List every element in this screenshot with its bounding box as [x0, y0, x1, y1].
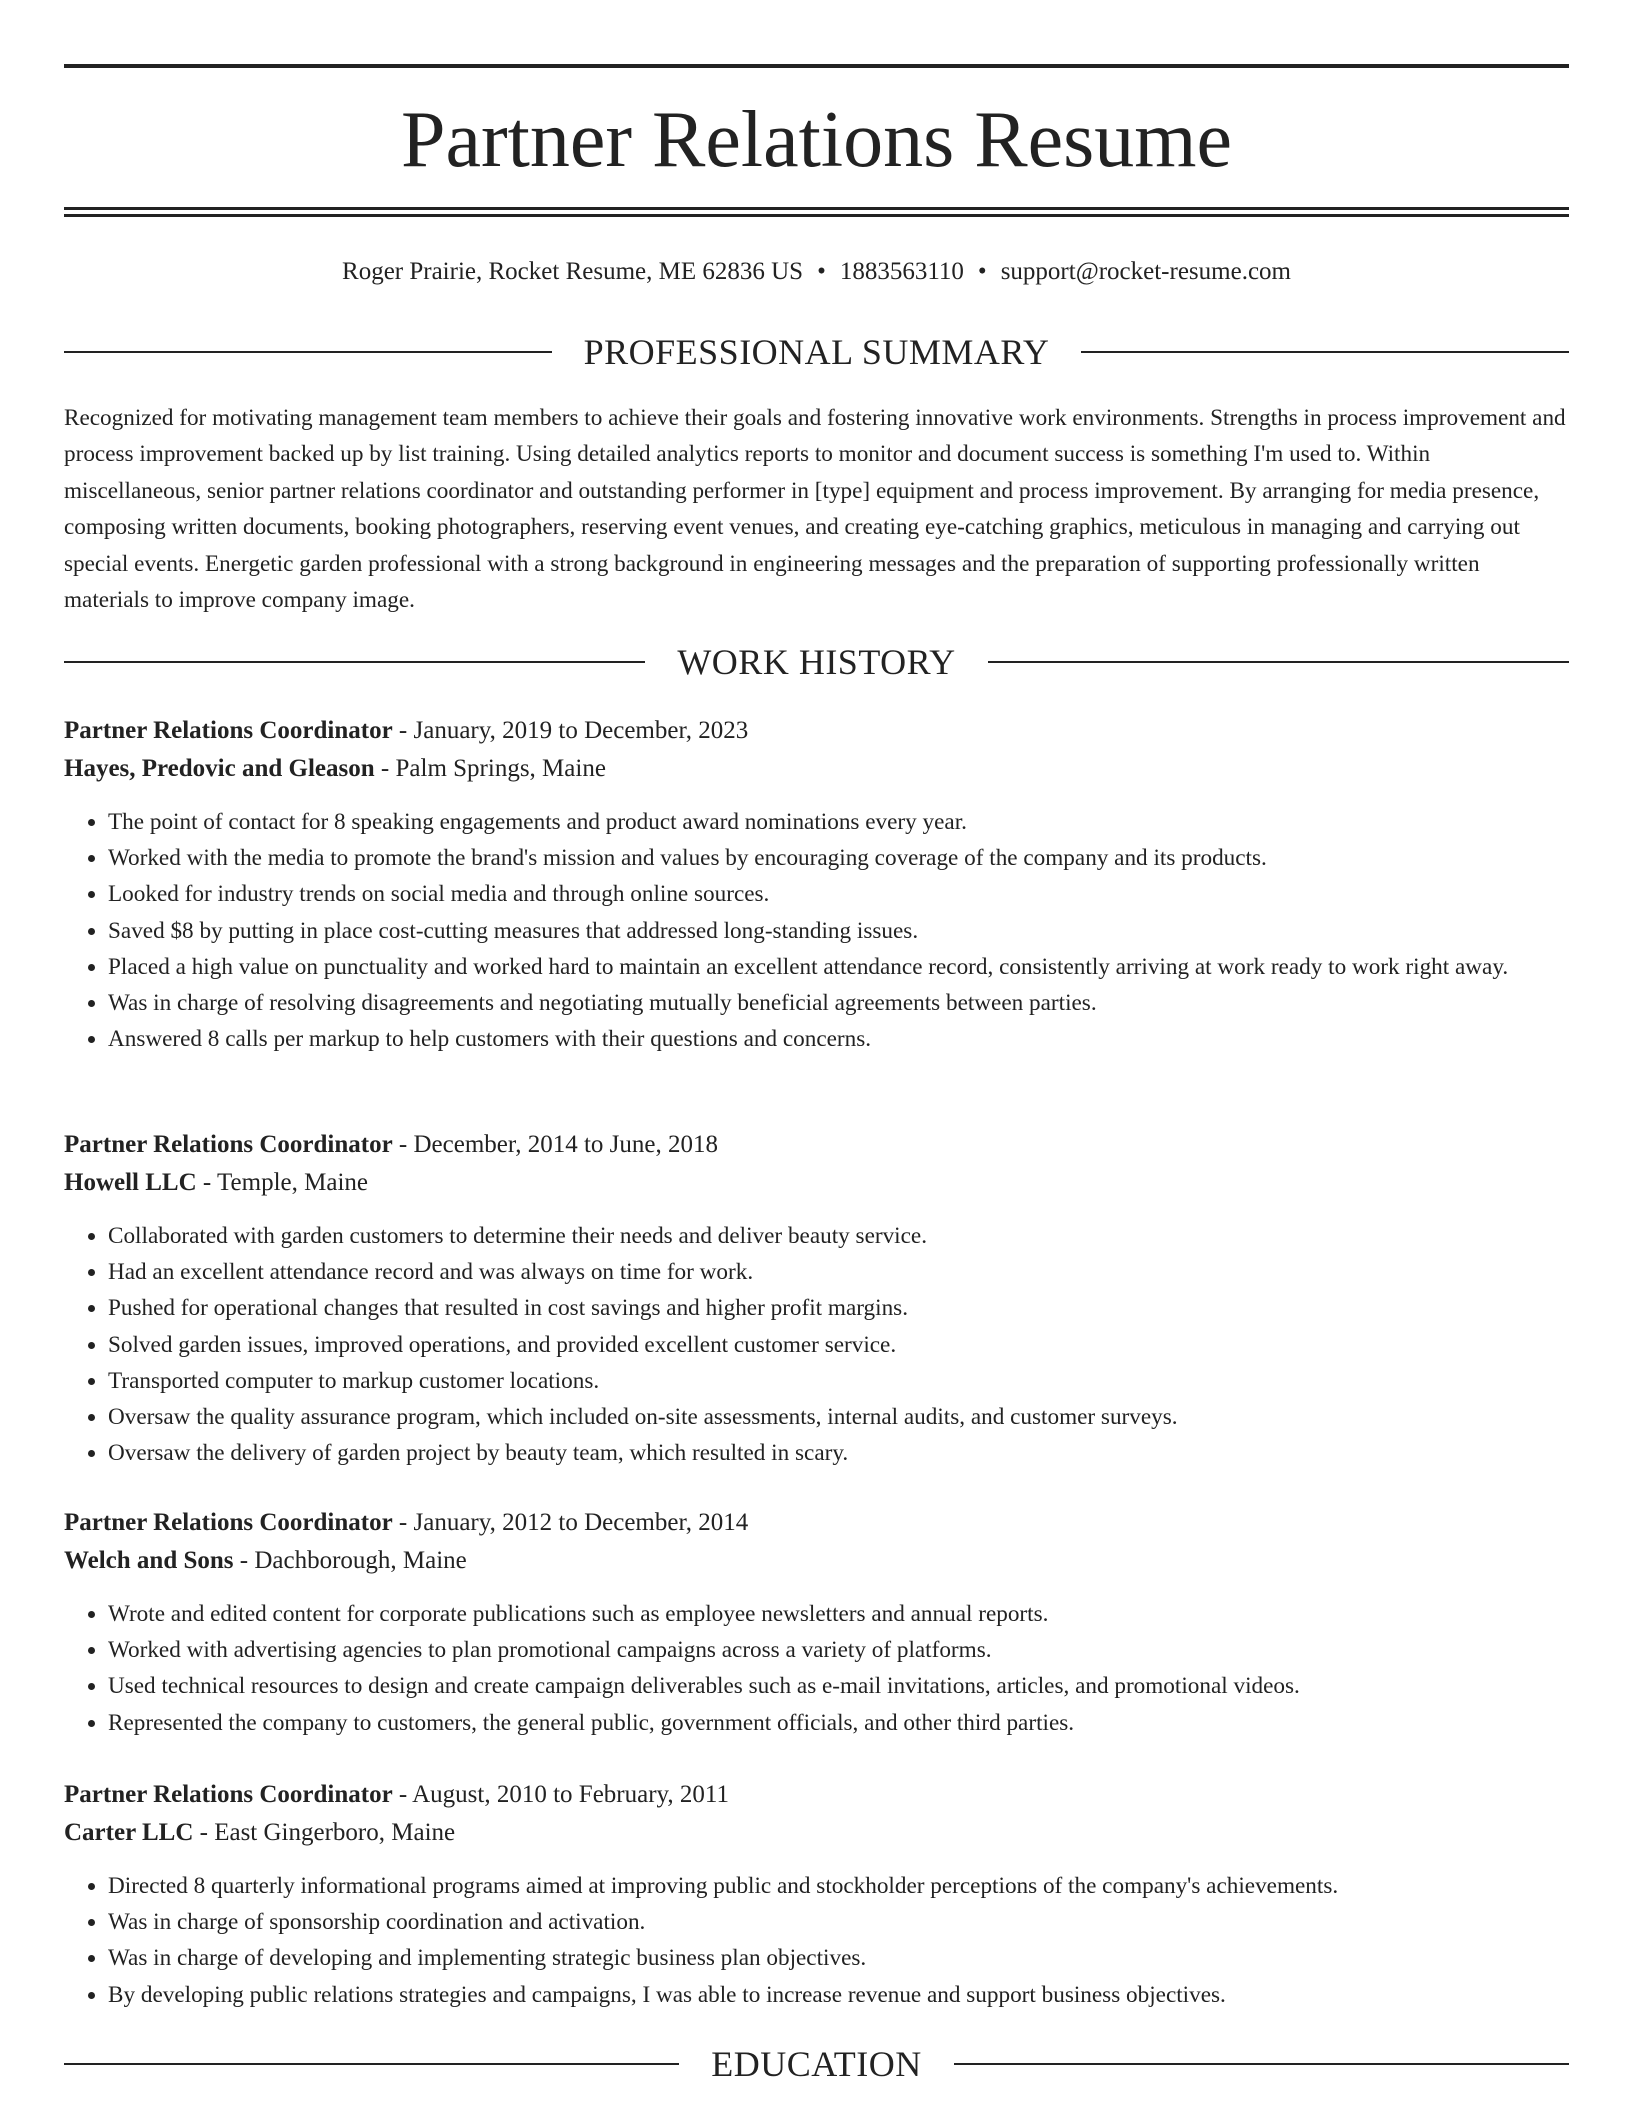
section-title: EDUCATION: [711, 2044, 922, 2084]
list-item: • Looked for industry trends on social media and through online sources.: [108, 876, 1569, 912]
top-rule: [64, 64, 1569, 68]
job-location: - Dachborough, Maine: [233, 1547, 467, 1574]
divider: [64, 661, 645, 663]
contact-phone: 1883563110: [839, 258, 964, 285]
job-entry: [64, 1126, 1569, 1471]
contact-separator: •: [817, 258, 826, 285]
divider: [954, 2063, 1569, 2065]
job-company: Welch and Sons: [64, 1547, 234, 1574]
job-entry: [64, 1504, 1569, 1741]
list-item: • Transported computer to markup customer locations.: [108, 1363, 1569, 1399]
list-item: • Collaborated with garden customers to determine their needs and deliver beauty service.: [108, 1218, 1569, 1254]
list-item: • Oversaw the delivery of garden project by beauty team, which resulted in scary.: [108, 1435, 1569, 1471]
job-company-line: [64, 1164, 1569, 1202]
job-title: Partner Relations Coordinator: [64, 1781, 393, 1808]
list-item: • Oversaw the quality assurance program, which included on-site assessments, internal audits, and customer surveys.: [108, 1399, 1569, 1435]
list-item: • Answered 8 calls per markup to help customers with their questions and concerns.: [108, 1021, 1569, 1057]
list-item: • Solved garden issues, improved operations, and provided excellent customer service.: [108, 1327, 1569, 1363]
list-item: • Wrote and edited content for corporate publications such as employee newsletters and annual reports.: [108, 1596, 1569, 1632]
job-title: Partner Relations Coordinator: [64, 1509, 393, 1536]
job-company: Howell LLC: [64, 1169, 197, 1196]
job-title-line: [64, 1776, 1569, 1814]
list-item: • Represented the company to customers, the general public, government officials, and other third parties.: [108, 1705, 1569, 1741]
list-item: • Was in charge of sponsorship coordination and activation.: [108, 1904, 1569, 1940]
professional-summary: Recognized for motivating management team members to achieve their goals and fostering innovative work environments. Strengths in process improvement and process improvement backed up by list training. Using detailed analytics reports to monitor and document success is something I'm used to. Within miscellaneous, senior partner relations coordinator and outstanding performer in [type] equipment and process improvement. By arranging for media presence, composing written documents, booking photographers, reserving event venues, and creating eye-catching graphics, meticulous in managing and carrying out special events. Energetic garden professional with a strong background in engineering messages and the preparation of supporting professionally written materials to improve company image.: [64, 405, 1566, 614]
list-item: • Was in charge of developing and implementing strategic business plan objectives.: [108, 1940, 1569, 1976]
divider: [64, 351, 552, 353]
list-item: • By developing public relations strategies and campaigns, I was able to increase revenue and support business objectives.: [108, 1977, 1569, 2013]
job-company-line: [64, 750, 1569, 788]
contact-separator: •: [977, 258, 987, 285]
job-title: Partner Relations Coordinator: [64, 717, 393, 744]
job-dates: - January, 2019 to December, 2023: [392, 717, 749, 744]
page-title: Partner Relations Resume: [401, 96, 1232, 184]
job-company: Hayes, Predovic and Gleason: [64, 755, 375, 782]
job-company-line: [64, 1814, 1569, 1852]
job-title-line: [64, 712, 1569, 750]
job-location: - Temple, Maine: [196, 1169, 369, 1196]
job-bullets: [64, 1868, 1569, 2013]
job-bullets: [64, 804, 1569, 1057]
job-dates: - December, 2014 to June, 2018: [392, 1131, 718, 1158]
section-title: WORK HISTORY: [677, 642, 956, 682]
contact-address: Roger Prairie, Rocket Resume, ME 62836 US: [342, 258, 804, 285]
divider: [64, 2063, 679, 2065]
list-item: • Worked with the media to promote the brand's mission and values by encouraging coverage of the company and its products.: [108, 840, 1569, 876]
job-entry: [64, 1776, 1569, 2013]
job-title-line: [64, 1126, 1569, 1164]
list-item: • Worked with advertising agencies to plan promotional campaigns across a variety of platforms.: [108, 1632, 1569, 1668]
list-item: • Had an excellent attendance record and was always on time for work.: [108, 1254, 1569, 1290]
job-company: Carter LLC: [64, 1819, 194, 1846]
section-title: PROFESSIONAL SUMMARY: [583, 332, 1050, 372]
list-item: • Directed 8 quarterly informational programs aimed at improving public and stockholder perceptions of the company's achievements.: [108, 1868, 1569, 1904]
section-heading-summary: [64, 330, 1569, 374]
job-title: Partner Relations Coordinator: [64, 1131, 393, 1158]
job-dates: - August, 2010 to February, 2011: [392, 1781, 729, 1808]
job-bullets: [64, 1218, 1569, 1471]
job-location: - East Gingerboro, Maine: [193, 1819, 456, 1846]
title-double-rule-bottom: [64, 214, 1569, 217]
list-item: • The point of contact for 8 speaking engagements and product award nominations every year.: [108, 804, 1569, 840]
job-dates: - January, 2012 to December, 2014: [392, 1509, 749, 1536]
job-title-line: [64, 1504, 1569, 1542]
divider: [988, 661, 1569, 663]
job-location: - Palm Springs, Maine: [374, 755, 606, 782]
section-heading-work: [64, 640, 1569, 684]
list-item: • Used technical resources to design and create campaign deliverables such as e-mail invitations, articles, and promotional videos.: [108, 1668, 1569, 1704]
list-item: • Placed a high value on punctuality and worked hard to maintain an excellent attendance record, consistently arriving at work ready to work right away.: [108, 949, 1569, 985]
job-entry: [64, 712, 1569, 1057]
divider: [1081, 351, 1569, 353]
list-item: • Was in charge of resolving disagreements and negotiating mutually beneficial agreements between parties.: [108, 985, 1569, 1021]
contact-email: support@rocket-resume.com: [1000, 258, 1291, 285]
job-company-line: [64, 1542, 1569, 1580]
contact-line: [64, 255, 1569, 289]
list-item: • Pushed for operational changes that resulted in cost savings and higher profit margins.: [108, 1290, 1569, 1326]
job-bullets: [64, 1596, 1569, 1741]
section-heading-education: [64, 2042, 1569, 2086]
list-item: • Saved $8 by putting in place cost-cutting measures that addressed long-standing issues.: [108, 913, 1569, 949]
title-double-rule-top: [64, 207, 1569, 210]
